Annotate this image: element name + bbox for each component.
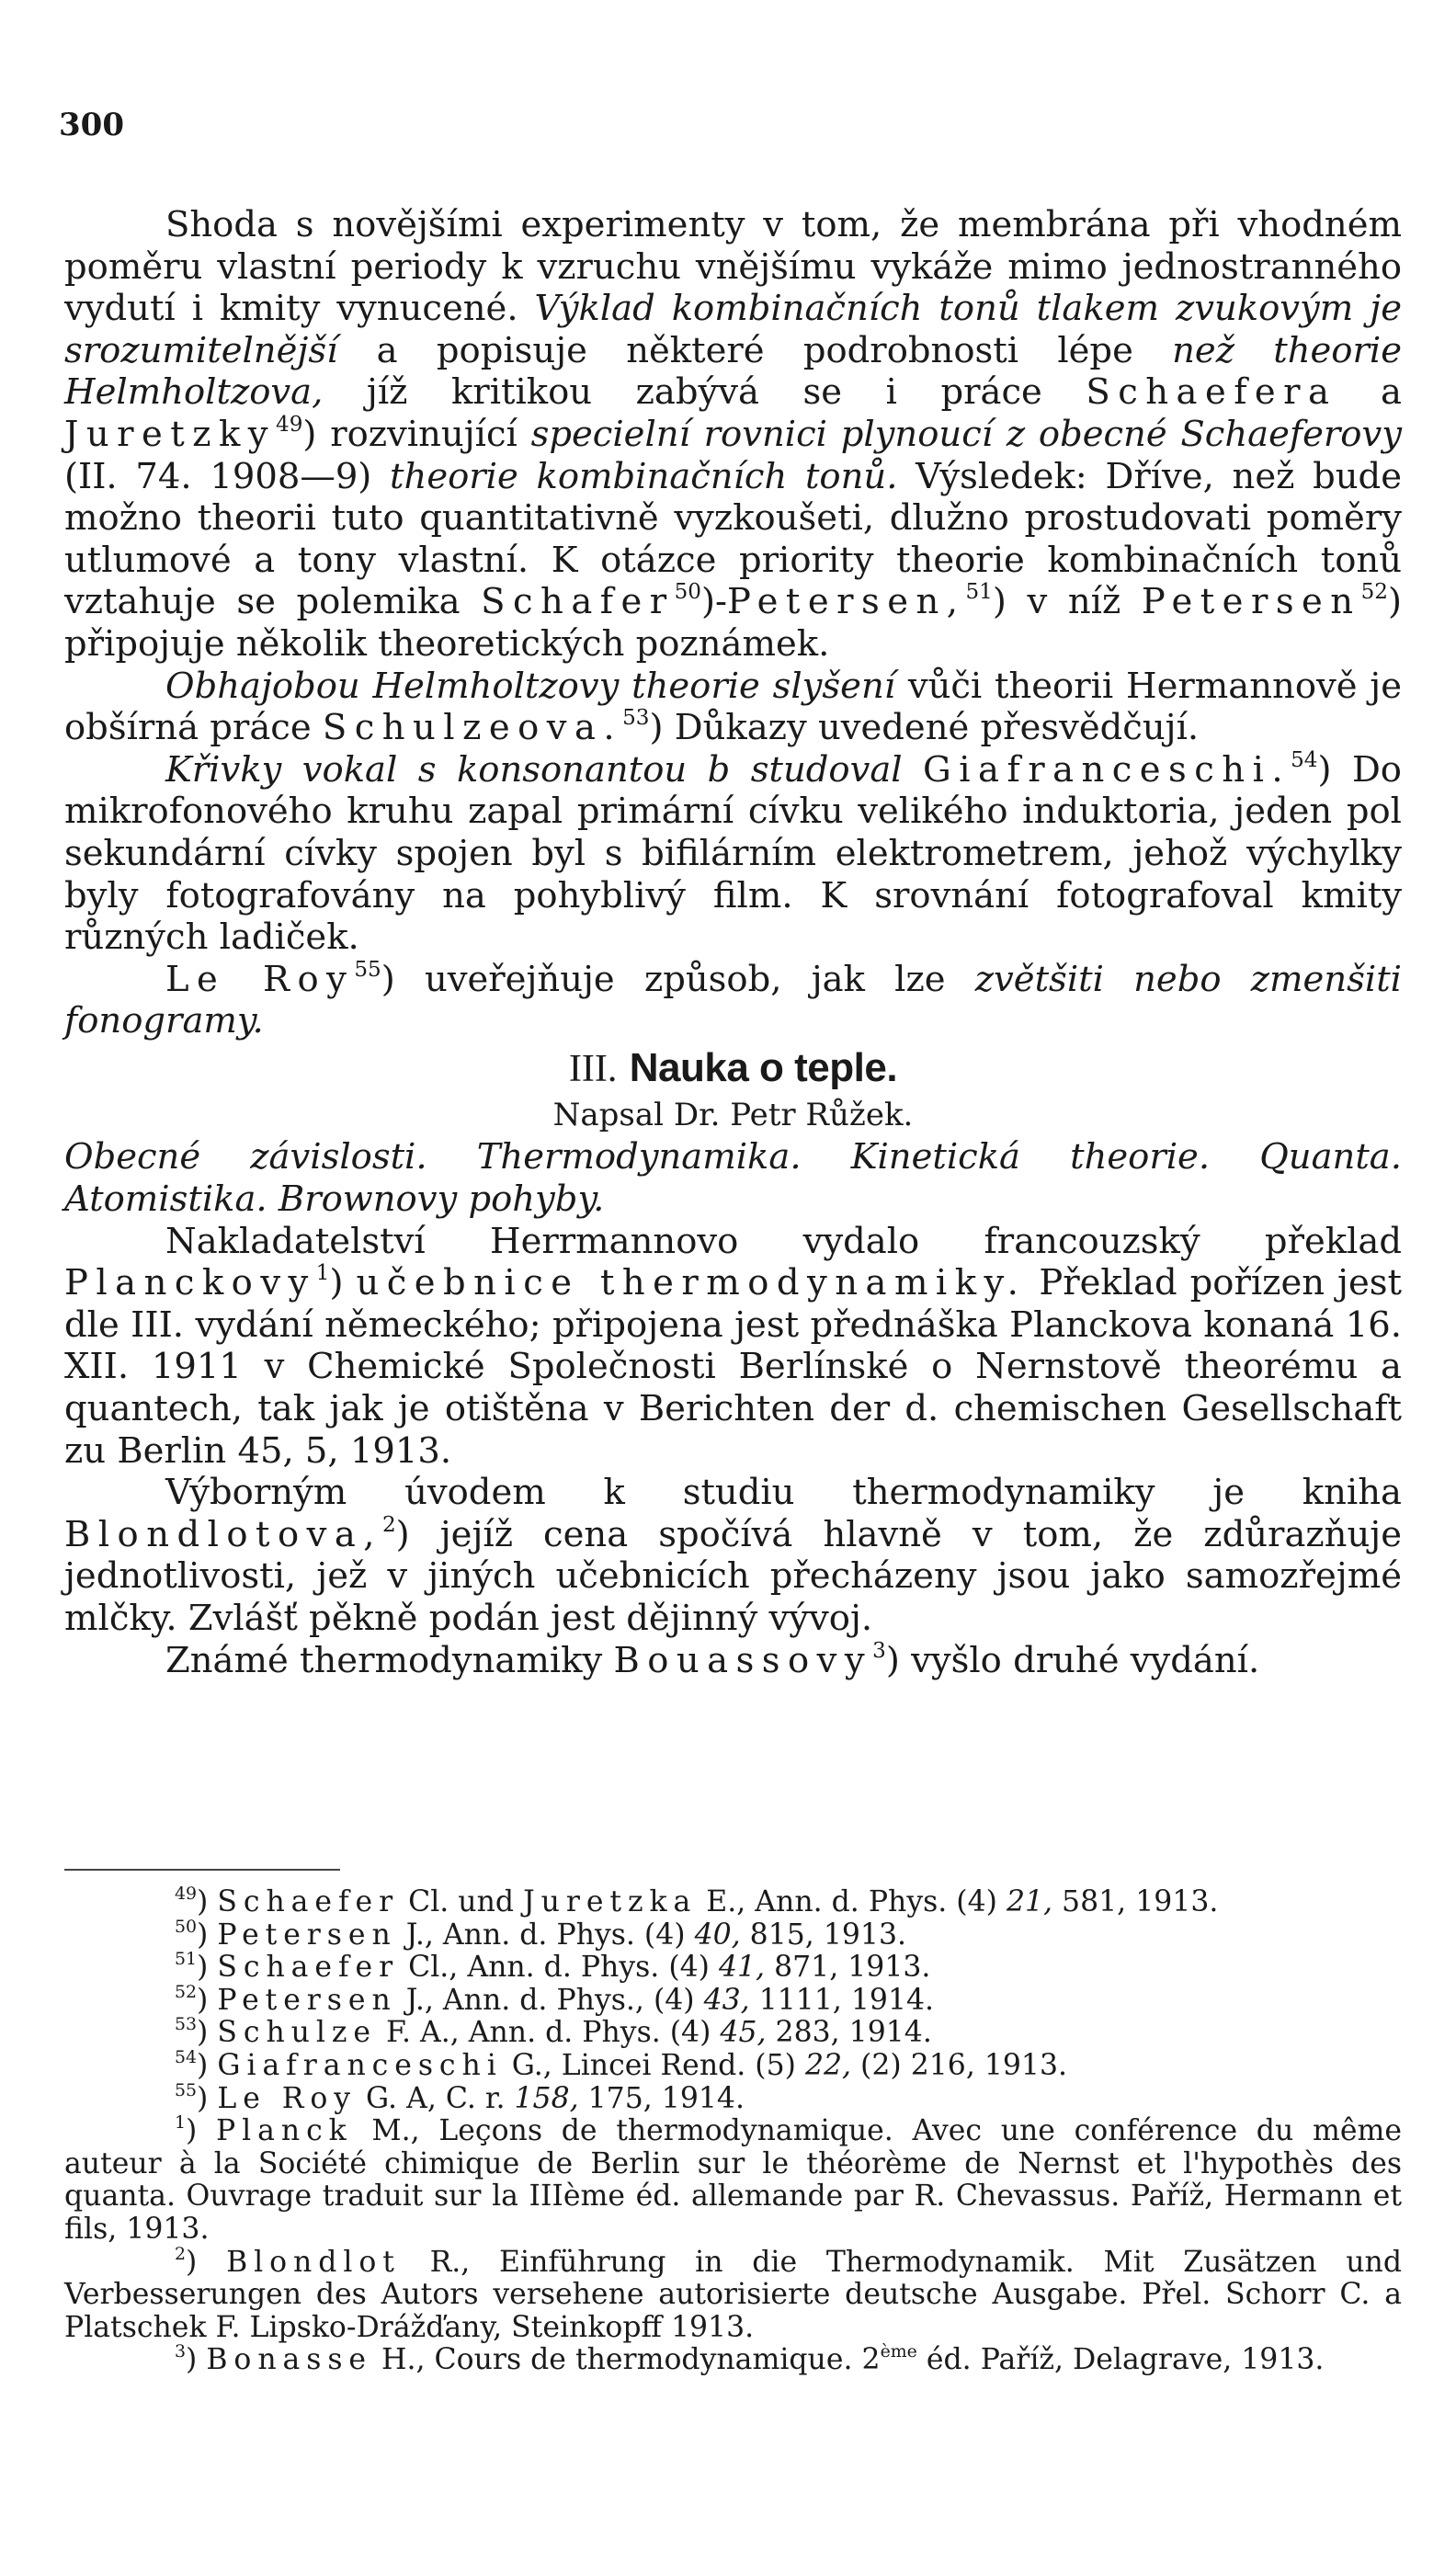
main-text <box>64 204 1402 1681</box>
footnote-54: $^{54}$) Giafranceschi G., Lincei Rend. (5) 22, (2) 216, 1913. <box>175 2046 1068 2082</box>
footnote-divider <box>64 1869 340 1871</box>
footnote-2: $^2$) Blondlot R., Einführung in die Thermodynamik. Mit Zusätzen und Verbesserungen des Autors versehene autorisierte deutsche Ausgabe. Přel. Schorr C. a Platschek F. Lipsko-Drážďany, Steinkopff 1913. <box>64 2243 1402 2344</box>
paragraph-bouasse: Známé thermodynamiky Bouassovy$^3$) vyšlo druhé vydání. <box>165 1638 1260 1681</box>
section-heading: III. Nauka o teple. <box>568 1044 898 1090</box>
footnote-51: $^{51}$) Schaefer Cl., Ann. d. Phys. (4) 41, 871, 1913. <box>175 1948 931 1985</box>
paragraph-blondlot: Výborným úvodem k studiu thermodynamiky je kniha Blondlotova,$^2$) jejíž cena spočívá hlavně v tom, že zdůrazňuje jednotlivosti, jež v jiných učebnicích přecházeny jsou jako samozřejmé mlčky. Zvlášť pěkně podán jest dějinný vývoj. <box>64 1472 1402 1639</box>
paragraph-membrane: Shoda s novějšími experimenty v tom, že membrána při vhodném poměru vlastní periody k vzruchu vnějšímu vykáže mimo jednostranného vydutí i kmity vynucené. Výklad kombinačních tonů tlakem zvukovým je srozumitelnější a popisuje některé podrobnosti lépe než theorie Helmholtzova, jíž kritikou zabývá se i práce Schaefera a Juretzky$^{49}$) rozvinující specielní rovnici plynoucí z obecné Schaeferovy (II. 74. 1908—9) theorie kombinačních tonů. Výsledek: Dříve, než bude možno theorii tuto quantitativně vyzkoušeti, dlužno prostudovati poměry utlumové a tony vlastní. K otázce priority theorie kombinačních tonů vztahuje se polemika Schafer$^{50}$)-Petersen,$^{51}$) v níž Petersen$^{52}$) připojuje několik theoretických poznámek. <box>64 204 1402 665</box>
footnote-52: $^{52}$) Petersen J., Ann. d. Phys., (4) 43, 1111, 1914. <box>175 1981 935 2017</box>
paragraph-planck: Nakladatelství Herrmannovo vydalo francouzský překlad Planckovy$^1$) učebnice thermodynamiky. Překlad pořízen jest dle III. vydání německého; připojena jest přednáška Planckova konaná 16. XII. 1911 v Chemické Společnosti Berlínské o Nernstově theorému a quantech, tak jak je otištěna v Berichten der d. chemischen Gesellschaft zu Berlin 45, 5, 1913. <box>64 1220 1402 1472</box>
paragraph-le-roy: Le Roy$^{55}$) uveřejňuje způsob, jak lze zvětšiti nebo zmenšiti fonogramy. <box>64 957 1402 1042</box>
footnotes <box>64 1883 1402 2377</box>
footnote-1: $^1$) Planck M., Leçons de thermodynamique. Avec une conférence du même auteur à la Société chimique de Berlin sur le théorème de Nernst et l'hypothès des quanta. Ouvrage traduit sur la IIIème éd. allemande par R. Chevassus. Paříž, Hermann et fils, 1913. <box>64 2111 1402 2246</box>
paragraph-helmholtz: Obhajobou Helmholtzovy theorie slyšení vůči theorii Hermannově je obšírná práce Schulzeova.$^{53}$) Důkazy uvedené přesvědčují. <box>64 665 1403 749</box>
footnote-3: $^3$) Bonasse H., Cours de thermodynamique. 2ème éd. Paříž, Delagrave, 1913. <box>175 2341 1325 2377</box>
section-topics: Obecné závislosti. Thermodynamika. Kinetická theorie. Quanta. Atomistika. Brownovy pohyby. <box>64 1136 1402 1221</box>
footnote-53: $^{53}$) Schulze F. A., Ann. d. Phys. (4) 45, 283, 1914. <box>175 2014 932 2050</box>
page-number: 300 <box>59 107 124 143</box>
footnote-55: $^{55}$) Le Roy G. A, C. r. 158, 175, 1914. <box>175 2079 745 2115</box>
footnote-49: $^{49}$) Schaefer Cl. und Juretzka E., Ann. d. Phys. (4) 21, 581, 1913. <box>175 1883 1219 1918</box>
section-author: Napsal Dr. Petr Růžek. <box>552 1096 914 1133</box>
paragraph-giafranceschi: Křivky vokal s konsonantou b studoval Giafranceschi.$^{54}$) Do mikrofonového kruhu zapal primární cívku velikého induktoria, jeden pol sekundární cívky spojen byl s bifilárním elektrometrem, jehož výchylky byly fotografovány na pohyblivý film. K srovnání fotografoval kmity různých ladiček. <box>64 747 1402 959</box>
footnote-50: $^{50}$) Petersen J., Ann. d. Phys. (4) 40, 815, 1913. <box>175 1916 907 1952</box>
